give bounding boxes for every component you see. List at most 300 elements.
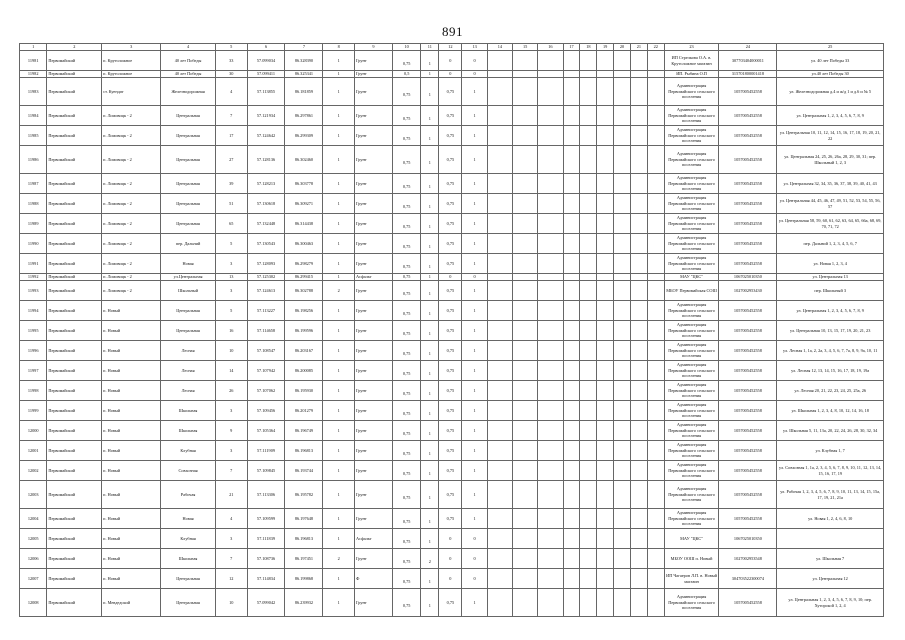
- empty-cell: [563, 481, 580, 509]
- longitude-cell: 86.201279: [285, 401, 323, 421]
- empty-cell: [563, 341, 580, 361]
- empty-cell: [647, 106, 664, 126]
- empty-cell: [647, 589, 664, 617]
- row-number-cell: 11991: [20, 254, 47, 274]
- container-count-cell: [421, 234, 439, 254]
- quantity-cell: 1: [462, 146, 487, 174]
- area-cell-value: 0,75: [402, 290, 411, 296]
- empty-cell: [597, 214, 614, 234]
- empty-cell: [563, 401, 580, 421]
- quantity-cell: 1: [462, 509, 487, 529]
- served-addresses-cell: ул. Лесная 1, 1а, 2, 2а, 3, 4, 5, 6, 7, 7а, 8, 9, 9а, 10, 11: [777, 341, 884, 361]
- empty-cell: [597, 401, 614, 421]
- empty-cell: [538, 569, 563, 589]
- empty-cell: [513, 569, 538, 589]
- empty-cell: [513, 481, 538, 509]
- longitude-cell: 86.197451: [285, 549, 323, 569]
- street-cell: Центральная: [161, 126, 216, 146]
- latitude-cell: 57.111909: [247, 441, 285, 461]
- empty-cell: [580, 71, 597, 78]
- row-number-cell: 11984: [20, 106, 47, 126]
- district-cell: Первомайский: [47, 254, 102, 274]
- container-count-cell-value: 1: [428, 450, 431, 456]
- empty-cell: [630, 481, 647, 509]
- served-addresses-cell: ул. Лесная 12, 13, 14, 15, 16, 17, 18, 19, 19а: [777, 361, 884, 381]
- col-header: 17: [563, 44, 580, 51]
- owner-cell: Администрация Первомайского сельского поселения: [664, 78, 719, 106]
- empty-cell: [647, 321, 664, 341]
- settlement-cell: п. Ломовицк - 2: [102, 194, 161, 214]
- house-number-cell: 65: [215, 214, 247, 234]
- table-row: [20, 341, 884, 361]
- container-count-cell: [421, 146, 439, 174]
- empty-cell: [513, 174, 538, 194]
- area-cell-value: 0,75: [402, 243, 411, 249]
- served-addresses-cell: пер. Школьный 3: [777, 281, 884, 301]
- empty-cell: [563, 589, 580, 617]
- container-count-cell: 1: [421, 274, 439, 281]
- empty-cell: [513, 106, 538, 126]
- empty-cell: [597, 441, 614, 461]
- area-cell: [392, 78, 420, 106]
- street-cell: Клубная: [161, 529, 216, 549]
- served-addresses-cell: ул. Рабочая 1, 2, 3, 4, 5, 6, 7, 8, 9, 10, 11, 13, 14, 15, 15а, 17, 19, 21, 21а: [777, 481, 884, 509]
- row-number-cell: 11982: [20, 71, 47, 78]
- empty-cell: [614, 126, 631, 146]
- row-number-cell: 11981: [20, 51, 47, 71]
- quantity-cell: 1: [462, 441, 487, 461]
- street-cell: Школьная: [161, 421, 216, 441]
- empty-cell: [513, 441, 538, 461]
- volume-cell: 0,75: [439, 481, 462, 509]
- container-count-cell-value: 1: [428, 290, 431, 296]
- surface-cell: Грунт: [355, 361, 393, 381]
- empty-cell: [630, 461, 647, 481]
- row-number-cell: 11983: [20, 78, 47, 106]
- street-cell: Центральная: [161, 214, 216, 234]
- empty-cell: [513, 321, 538, 341]
- container-count-cell-value: 1: [428, 91, 431, 97]
- table-row: [20, 106, 884, 126]
- street-cell: Лесная: [161, 341, 216, 361]
- volume-cell: 0,75: [439, 146, 462, 174]
- ogrn-cell: 1067025010350: [719, 529, 777, 549]
- volume-cell: 0,75: [439, 401, 462, 421]
- container-count-cell: [421, 461, 439, 481]
- empty-cell: [487, 234, 512, 254]
- count-cell: 1: [323, 341, 355, 361]
- empty-cell: [614, 481, 631, 509]
- empty-cell: [630, 194, 647, 214]
- empty-cell: [630, 126, 647, 146]
- table-row: [20, 194, 884, 214]
- area-cell: [392, 281, 420, 301]
- table-row: [20, 509, 884, 529]
- house-number-cell: 14: [215, 361, 247, 381]
- table-row: [20, 529, 884, 549]
- empty-cell: [580, 361, 597, 381]
- register-body: [20, 51, 884, 617]
- col-header: 7: [285, 44, 323, 51]
- count-cell: 1: [323, 401, 355, 421]
- empty-cell: [580, 381, 597, 401]
- empty-cell: [513, 194, 538, 214]
- longitude-cell: 86.325341: [285, 71, 323, 78]
- street-cell: Рабочая: [161, 481, 216, 509]
- area-cell: [392, 321, 420, 341]
- served-addresses-cell: ул. Лесная 20, 21, 22, 23, 24, 25, 25а, 26: [777, 381, 884, 401]
- settlement-cell: п. Ломовицк - 2: [102, 146, 161, 174]
- served-addresses-cell: ул. Центральная 24, 25, 26, 26а, 28, 29, 30, 31; пер. Школьный 1, 2, 3: [777, 146, 884, 174]
- volume-cell: 0,75: [439, 509, 462, 529]
- empty-cell: [563, 174, 580, 194]
- street-cell: Школьная: [161, 401, 216, 421]
- empty-cell: [630, 234, 647, 254]
- empty-cell: [647, 421, 664, 441]
- empty-cell: [487, 126, 512, 146]
- quantity-cell: 0: [462, 529, 487, 549]
- area-cell: [392, 106, 420, 126]
- container-count-cell: [421, 341, 439, 361]
- empty-cell: [597, 51, 614, 71]
- empty-cell: [630, 401, 647, 421]
- empty-cell: [513, 509, 538, 529]
- owner-cell: Администрация Первомайского сельского поселения: [664, 106, 719, 126]
- empty-cell: [614, 214, 631, 234]
- empty-cell: [513, 71, 538, 78]
- served-addresses-cell: ул.40 лет Победы 30: [777, 71, 884, 78]
- empty-cell: [563, 106, 580, 126]
- longitude-cell: 86.303778: [285, 174, 323, 194]
- empty-cell: [538, 146, 563, 174]
- surface-cell: Грунт: [355, 78, 393, 106]
- owner-cell: Администрация Первомайского сельского поселения: [664, 361, 719, 381]
- house-number-cell: 21: [215, 481, 247, 509]
- ogrn-cell: 1057005452558: [719, 481, 777, 509]
- longitude-cell: 86.328390: [285, 51, 323, 71]
- owner-cell: Администрация Первомайского сельского поселения: [664, 301, 719, 321]
- empty-cell: [513, 529, 538, 549]
- empty-cell: [487, 361, 512, 381]
- longitude-cell: 86.199596: [285, 321, 323, 341]
- area-cell-value: 0,75: [402, 350, 411, 356]
- longitude-cell: 86.196813: [285, 529, 323, 549]
- container-count-cell: [421, 401, 439, 421]
- row-number-cell: 11996: [20, 341, 47, 361]
- served-addresses-cell: ул. Новая 1, 2, 4, 6, 8, 10: [777, 509, 884, 529]
- quantity-cell: 1: [462, 214, 487, 234]
- empty-cell: [513, 281, 538, 301]
- empty-cell: [563, 274, 580, 281]
- area-cell: [392, 421, 420, 441]
- empty-cell: [513, 274, 538, 281]
- empty-cell: [487, 146, 512, 174]
- empty-cell: [630, 569, 647, 589]
- longitude-cell: 86.298279: [285, 254, 323, 274]
- ogrn-cell: 1057005452558: [719, 589, 777, 617]
- quantity-cell: 1: [462, 106, 487, 126]
- empty-cell: [630, 341, 647, 361]
- served-addresses-cell: ул. Центральная 10, 11, 12, 14, 15, 16, 17, 18, 19, 20, 21, 22: [777, 126, 884, 146]
- table-row: [20, 361, 884, 381]
- area-cell-value: 0,75: [402, 310, 411, 316]
- container-count-cell-value: 1: [428, 135, 431, 141]
- table-row: [20, 569, 884, 589]
- count-cell: 1: [323, 71, 355, 78]
- latitude-cell: 57.109599: [247, 509, 285, 529]
- street-cell: Центральная: [161, 301, 216, 321]
- empty-cell: [487, 78, 512, 106]
- longitude-cell: 86.197648: [285, 509, 323, 529]
- latitude-cell: 57.109456: [247, 401, 285, 421]
- street-cell: Лесная: [161, 361, 216, 381]
- empty-cell: [580, 234, 597, 254]
- quantity-cell: 1: [462, 461, 487, 481]
- empty-cell: [563, 234, 580, 254]
- count-cell: 1: [323, 214, 355, 234]
- col-header: 16: [538, 44, 563, 51]
- served-addresses-cell: ул. Центральная 1, 2, 3, 4, 5, 6, 7, 8, 9: [777, 106, 884, 126]
- table-row: [20, 321, 884, 341]
- street-cell: Центральная: [161, 569, 216, 589]
- empty-cell: [647, 174, 664, 194]
- container-count-cell-value: 1: [428, 390, 431, 396]
- count-cell: 1: [323, 174, 355, 194]
- empty-cell: [630, 106, 647, 126]
- area-cell-value: 0,75: [402, 494, 411, 500]
- count-cell: 1: [323, 321, 355, 341]
- register-table: [19, 43, 884, 617]
- container-count-cell: [421, 529, 439, 549]
- col-header: 13: [462, 44, 487, 51]
- longitude-cell: 86.198256: [285, 301, 323, 321]
- street-cell: Школьная: [161, 549, 216, 569]
- empty-cell: [614, 549, 631, 569]
- empty-cell: [614, 274, 631, 281]
- container-count-cell-value: 1: [428, 60, 431, 66]
- empty-cell: [597, 71, 614, 78]
- served-addresses-cell: ул. Совхозная 1, 1а, 2, 3, 4, 5, 6, 7, 8, 9, 10, 11, 12, 13, 14, 15, 16, 17, 19: [777, 461, 884, 481]
- district-cell: Первомайский: [47, 569, 102, 589]
- house-number-cell: 30: [215, 71, 247, 78]
- house-number-cell: 3: [215, 529, 247, 549]
- house-number-cell: 39: [215, 174, 247, 194]
- count-cell: 1: [323, 381, 355, 401]
- empty-cell: [538, 529, 563, 549]
- container-count-cell: [421, 194, 439, 214]
- quantity-cell: 1: [462, 589, 487, 617]
- empty-cell: [538, 421, 563, 441]
- container-count-cell-value: 1: [428, 470, 431, 476]
- area-cell: 0,5: [392, 71, 420, 78]
- col-header: 8: [323, 44, 355, 51]
- container-count-cell-value: 1: [428, 223, 431, 229]
- area-cell-value: 0,75: [402, 135, 411, 141]
- settlement-cell: п. Новый: [102, 421, 161, 441]
- empty-cell: [597, 549, 614, 569]
- empty-cell: [614, 441, 631, 461]
- longitude-cell: 86.309271: [285, 194, 323, 214]
- owner-cell: ИП Чагаеров Л.П. в. Новый магазин: [664, 569, 719, 589]
- latitude-cell: 57.121934: [247, 106, 285, 126]
- area-cell-value: 0,75: [402, 183, 411, 189]
- surface-cell: Грунт: [355, 126, 393, 146]
- container-count-cell-value: 1: [428, 183, 431, 189]
- empty-cell: [580, 481, 597, 509]
- quantity-cell: 1: [462, 321, 487, 341]
- empty-cell: [597, 281, 614, 301]
- latitude-cell: 57.105364: [247, 421, 285, 441]
- empty-cell: [647, 441, 664, 461]
- empty-cell: [597, 529, 614, 549]
- street-cell: пер. Дальний: [161, 234, 216, 254]
- owner-cell: МАУ "ЦКС": [664, 274, 719, 281]
- count-cell: 1: [323, 51, 355, 71]
- empty-cell: [614, 78, 631, 106]
- empty-cell: [580, 569, 597, 589]
- empty-cell: [630, 361, 647, 381]
- served-addresses-cell: ул. Новая 1, 2, 3, 4: [777, 254, 884, 274]
- area-cell: [392, 481, 420, 509]
- district-cell: Первомайский: [47, 126, 102, 146]
- settlement-cell: п. Ломовицк - 2: [102, 174, 161, 194]
- count-cell: 1: [323, 569, 355, 589]
- area-cell: [392, 51, 420, 71]
- house-number-cell: 26: [215, 381, 247, 401]
- empty-cell: [630, 146, 647, 174]
- surface-cell: Грунт: [355, 321, 393, 341]
- col-header: 10: [392, 44, 420, 51]
- longitude-cell: 86.200085: [285, 361, 323, 381]
- empty-cell: [487, 421, 512, 441]
- owner-cell: Администрация Первомайского сельского поселения: [664, 481, 719, 509]
- col-header: 11: [421, 44, 439, 51]
- volume-cell: 0,75: [439, 301, 462, 321]
- row-number-cell: 11987: [20, 174, 47, 194]
- row-number-cell: 11985: [20, 126, 47, 146]
- empty-cell: [597, 321, 614, 341]
- street-cell: Школьный: [161, 281, 216, 301]
- empty-cell: [647, 78, 664, 106]
- surface-cell: Грунт: [355, 51, 393, 71]
- longitude-cell: 86.196813: [285, 441, 323, 461]
- longitude-cell: 86.314438: [285, 214, 323, 234]
- street-cell: Центральная: [161, 106, 216, 126]
- empty-cell: [563, 461, 580, 481]
- street-cell: ул.Центральная: [161, 274, 216, 281]
- settlement-cell: п. Мевдедский: [102, 589, 161, 617]
- surface-cell: Грунт: [355, 509, 393, 529]
- district-cell: Первомайский: [47, 174, 102, 194]
- col-header: 24: [719, 44, 777, 51]
- settlement-cell: п. Новый: [102, 549, 161, 569]
- district-cell: Первомайский: [47, 51, 102, 71]
- col-header: 25: [777, 44, 884, 51]
- empty-cell: [597, 146, 614, 174]
- empty-cell: [487, 461, 512, 481]
- served-addresses-cell: ул. Школьная 5, 11, 13а, 20, 22, 24, 26, 28, 30, 32, 34: [777, 421, 884, 441]
- empty-cell: [597, 78, 614, 106]
- empty-cell: [647, 214, 664, 234]
- area-cell: [392, 461, 420, 481]
- empty-cell: [597, 126, 614, 146]
- empty-cell: [597, 301, 614, 321]
- count-cell: 1: [323, 274, 355, 281]
- col-header: 12: [439, 44, 462, 51]
- empty-cell: [487, 381, 512, 401]
- empty-cell: [597, 194, 614, 214]
- empty-cell: [580, 106, 597, 126]
- settlement-cell: п. Новый: [102, 509, 161, 529]
- ogrn-cell: 1057005452558: [719, 441, 777, 461]
- district-cell: Первомайский: [47, 71, 102, 78]
- volume-cell: 0,75: [439, 254, 462, 274]
- surface-cell: Грунт: [355, 106, 393, 126]
- volume-cell: 0,75: [439, 381, 462, 401]
- empty-cell: [597, 341, 614, 361]
- latitude-cell: 57.099042: [247, 589, 285, 617]
- volume-cell: 0,75: [439, 214, 462, 234]
- empty-cell: [614, 509, 631, 529]
- owner-cell: ИП. Рыбина О.П: [664, 71, 719, 78]
- longitude-cell: 86.300463: [285, 234, 323, 254]
- empty-cell: [647, 274, 664, 281]
- empty-cell: [630, 214, 647, 234]
- volume-cell: 0,75: [439, 461, 462, 481]
- owner-cell: Администрация Первомайского сельского поселения: [664, 321, 719, 341]
- settlement-cell: п. Новый: [102, 569, 161, 589]
- row-number-cell: 12003: [20, 481, 47, 509]
- area-cell: [392, 509, 420, 529]
- served-addresses-cell: ул. Школьная 1, 2, 3, 4, 8, 10, 12, 14, 16, 18: [777, 401, 884, 421]
- owner-cell: Администрация Первомайского сельского поселения: [664, 341, 719, 361]
- empty-cell: [487, 51, 512, 71]
- row-number-cell: 12002: [20, 461, 47, 481]
- empty-cell: [487, 569, 512, 589]
- col-header: 14: [487, 44, 512, 51]
- latitude-cell: 57.128136: [247, 146, 285, 174]
- owner-cell: Администрация Первомайского сельского поселения: [664, 146, 719, 174]
- empty-cell: [563, 441, 580, 461]
- area-cell: [392, 549, 420, 569]
- area-cell-value: 0,75: [402, 115, 411, 121]
- area-cell: [392, 529, 420, 549]
- settlement-cell: ст. Куендат: [102, 78, 161, 106]
- empty-cell: [614, 234, 631, 254]
- settlement-cell: п. Ломовицк - 2: [102, 106, 161, 126]
- volume-cell: 0,75: [439, 174, 462, 194]
- row-number-cell: 11994: [20, 301, 47, 321]
- surface-cell: Грунт: [355, 381, 393, 401]
- empty-cell: [487, 71, 512, 78]
- empty-cell: [563, 421, 580, 441]
- surface-cell: Грунт: [355, 214, 393, 234]
- empty-cell: [487, 549, 512, 569]
- container-count-cell: [421, 589, 439, 617]
- owner-cell: Администрация Первомайского сельского поселения: [664, 126, 719, 146]
- volume-cell: 0: [439, 569, 462, 589]
- volume-cell: 0,75: [439, 589, 462, 617]
- quantity-cell: 1: [462, 194, 487, 214]
- empty-cell: [597, 481, 614, 509]
- longitude-cell: 86.195782: [285, 481, 323, 509]
- longitude-cell: 86.239932: [285, 589, 323, 617]
- house-number-cell: 5: [215, 301, 247, 321]
- area-cell-value: 0,75: [402, 470, 411, 476]
- surface-cell: Асфальт: [355, 529, 393, 549]
- table-row: [20, 146, 884, 174]
- table-row: [20, 71, 884, 78]
